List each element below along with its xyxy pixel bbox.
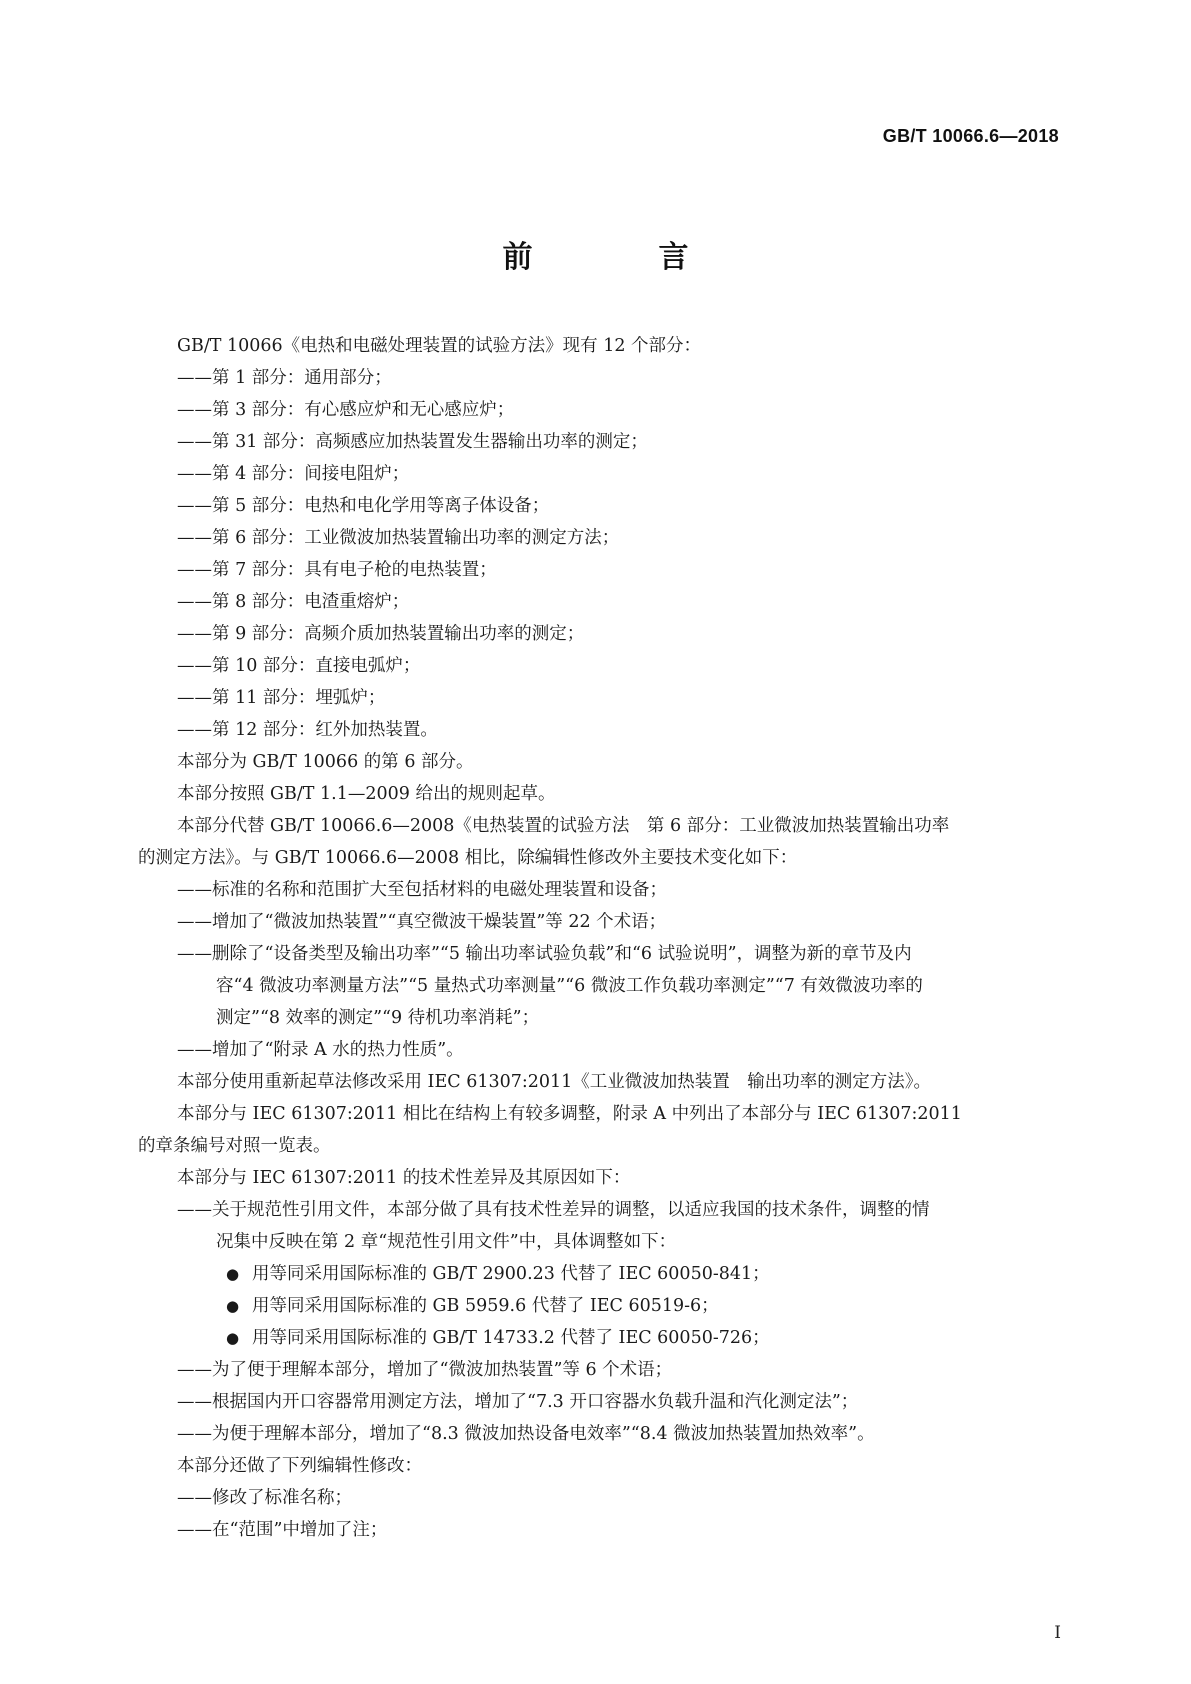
change-item: ——增加了“微波加热装置”“真空微波干燥装置”等 22 个术语； — [177, 912, 667, 932]
change-item: ——增加了“附录 A 水的热力性质”。 — [177, 1040, 464, 1060]
difference-item-line2: 况集中反映在第 2 章“规范性引用文件”中，具体调整如下： — [216, 1232, 677, 1252]
bullet-icon: ● — [226, 1297, 240, 1315]
editorial-item: ——在“范围”中增加了注； — [177, 1520, 388, 1540]
editorial-item: ——修改了标准名称； — [177, 1488, 352, 1508]
part-item: ——第 11 部分：埋弧炉； — [177, 688, 386, 708]
part-item: ——第 10 部分：直接电弧炉； — [177, 656, 421, 676]
page-title: 前 言 — [502, 240, 737, 275]
editorial-paragraph: 本部分还做了下列编辑性修改： — [177, 1456, 422, 1476]
differences-paragraph: 本部分与 IEC 61307:2011 的技术性差异及其原因如下： — [177, 1168, 631, 1188]
difference-item: ——根据国内开口容器常用测定方法，增加了“7.3 开口容器水负载升温和汽化测定法”； — [177, 1392, 859, 1412]
replaces-paragraph-line1: 本部分代替 GB/T 10066.6—2008《电热装置的试验方法 第 6 部分：工业微波加热装置输出功率 — [177, 816, 950, 836]
part-item: ——第 9 部分：高频介质加热装置输出功率的测定； — [177, 624, 585, 644]
page-number: I — [1054, 1623, 1061, 1643]
part-item: ——第 3 部分：有心感应炉和无心感应炉； — [177, 400, 515, 420]
replaces-paragraph-line2: 的测定方法》。与 GB/T 10066.6—2008 相比，除编辑性修改外主要技术变化如下： — [138, 848, 798, 868]
bullet-text: 用等同采用国际标准的 GB 5959.6 代替了 IEC 60519-6； — [252, 1296, 719, 1316]
bullet-icon: ● — [226, 1329, 240, 1347]
bullet-text: 用等同采用国际标准的 GB/T 14733.2 代替了 IEC 60050-726； — [252, 1328, 770, 1348]
part-item: ——第 1 部分：通用部分； — [177, 368, 392, 388]
bullet-item — [138, 1258, 1060, 1290]
change-item-line2: 容“4 微波功率测量方法”“5 量热式功率测量”“6 微波工作负载功率测定”“7 有效微波功率的 — [216, 976, 923, 996]
part-item: ——第 5 部分：电热和电化学用等离子体设备； — [177, 496, 550, 516]
adoption-paragraph: 本部分使用重新起草法修改采用 IEC 61307:2011《工业微波加热装置 输出功率的测定方法》。 — [177, 1072, 932, 1092]
structure-paragraph-line1: 本部分与 IEC 61307:2011 相比在结构上有较多调整，附录 A 中列出了本部分与 IEC 61307:2011 — [177, 1104, 962, 1124]
change-item: ——标准的名称和范围扩大至包括材料的电磁处理装置和设备； — [177, 880, 667, 900]
part-item: ——第 7 部分：具有电子枪的电热装置； — [177, 560, 497, 580]
part-item: ——第 4 部分：间接电阻炉； — [177, 464, 410, 484]
bullet-item — [138, 1290, 1060, 1322]
part-item: ——第 6 部分：工业微波加热装置输出功率的测定方法； — [177, 528, 620, 548]
bullet-icon: ● — [226, 1265, 240, 1283]
intro-paragraph: GB/T 10066《电热和电磁处理装置的试验方法》现有 12 个部分： — [177, 336, 702, 356]
drafting-rules-paragraph: 本部分按照 GB/T 1.1—2009 给出的规则起草。 — [177, 784, 556, 804]
difference-item: ——为了便于理解本部分，增加了“微波加热装置”等 6 个术语； — [177, 1360, 673, 1380]
bullet-item — [138, 1322, 1060, 1354]
standard-code: GB/T 10066.6—2018 — [882, 126, 1059, 146]
difference-item-line1: ——关于规范性引用文件，本部分做了具有技术性差异的调整，以适应我国的技术条件，调整的情 — [177, 1200, 930, 1220]
part-of-paragraph: 本部分为 GB/T 10066 的第 6 部分。 — [177, 752, 474, 772]
part-item: ——第 31 部分：高频感应加热装置发生器输出功率的测定； — [177, 432, 648, 452]
structure-paragraph-line2: 的章条编号对照一览表。 — [138, 1136, 331, 1156]
difference-item: ——为便于理解本部分，增加了“8.3 微波加热设备电效率”“8.4 微波加热装置加热效率”。 — [177, 1424, 875, 1444]
part-item: ——第 8 部分：电渣重熔炉； — [177, 592, 410, 612]
change-item-line3: 测定”“8 效率的测定”“9 待机功率消耗”； — [216, 1008, 540, 1028]
part-item: ——第 12 部分：红外加热装置。 — [177, 720, 438, 740]
change-item-line1: ——删除了“设备类型及输出功率”“5 输出功率试验负载”和“6 试验说明”，调整为新的章节及内 — [177, 944, 912, 964]
bullet-text: 用等同采用国际标准的 GB/T 2900.23 代替了 IEC 60050-841； — [252, 1264, 770, 1284]
foreword-body — [138, 330, 1060, 1546]
